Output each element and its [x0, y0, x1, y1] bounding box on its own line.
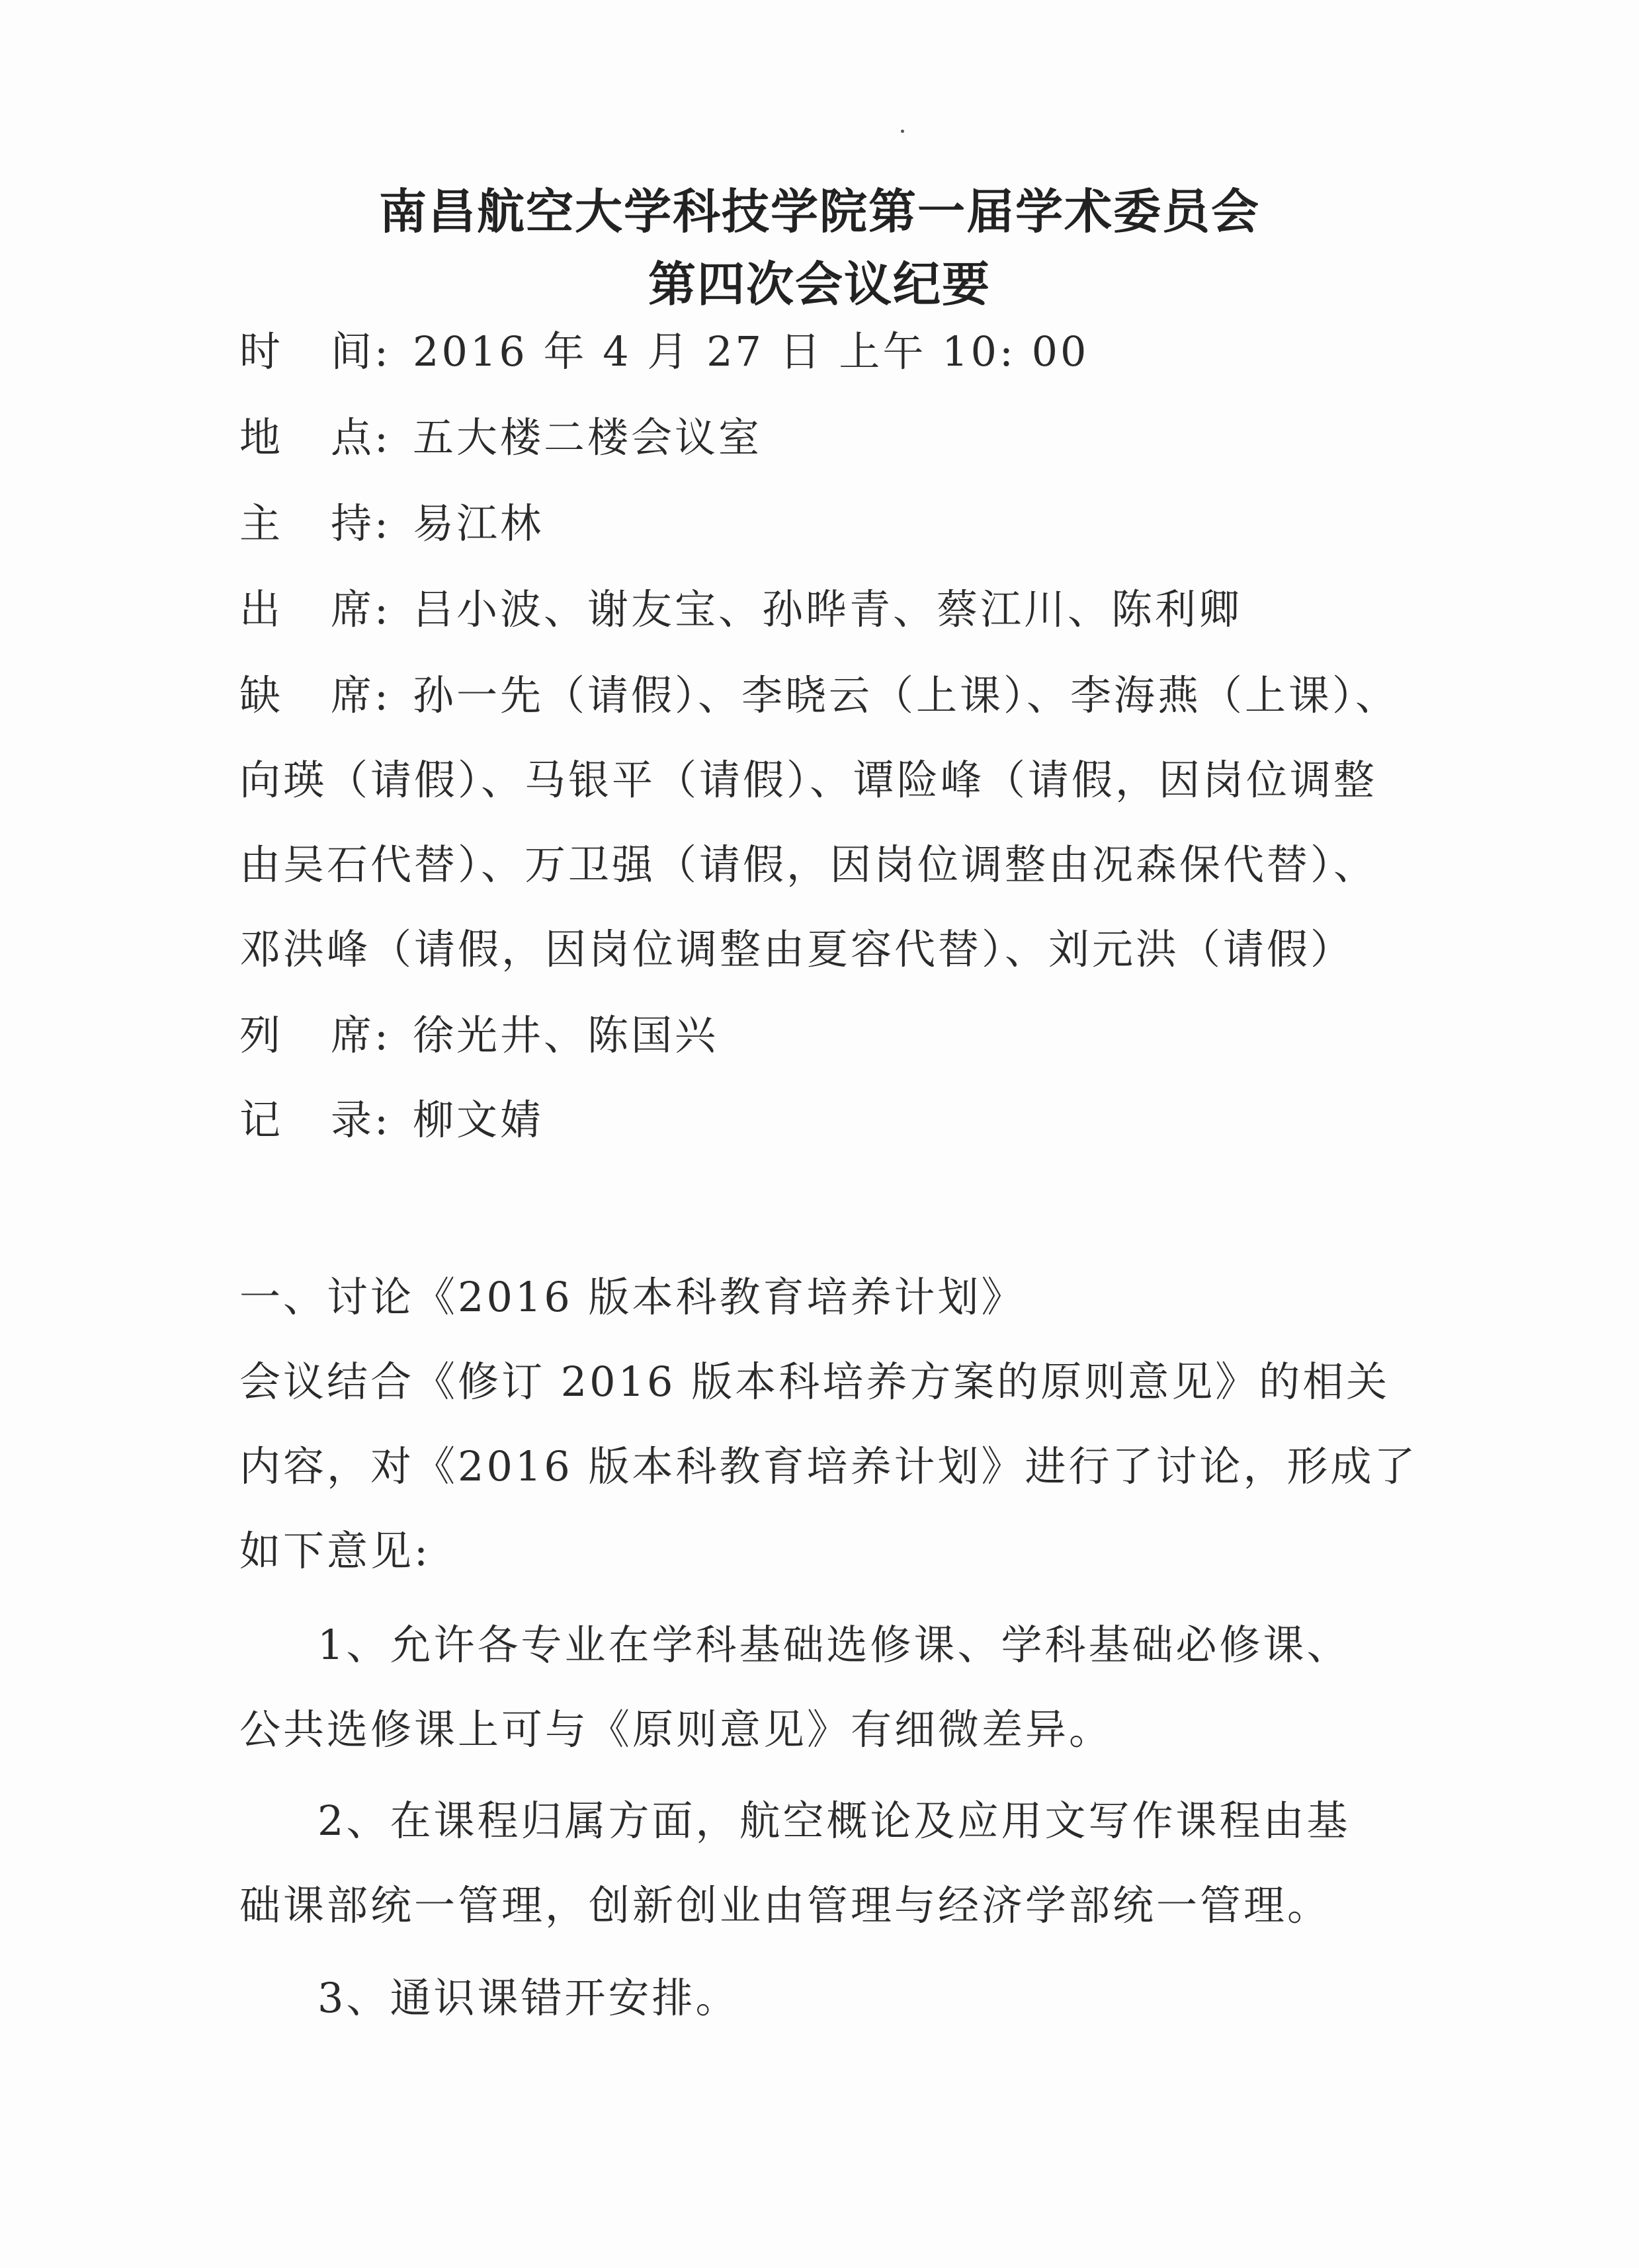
field-present	[239, 583, 1242, 636]
field-absent-line3: 由吴石代替）、万卫强（请假，因岗位调整由况森保代替）、	[239, 840, 1378, 889]
section1-intro-line1: 会议结合《修订 2016 版本科培养方案的原则意见》的相关	[239, 1357, 1390, 1406]
section1-item2-line2: 础课部统一管理，创新创业由管理与经济学部统一管理。	[239, 1881, 1331, 1929]
field-absent	[239, 669, 1399, 722]
field-time-label-b: 间:	[331, 327, 391, 376]
field-attending-label-b: 席:	[331, 1011, 391, 1059]
field-time	[239, 325, 1089, 378]
document-title-line2: 第四次会议纪要	[648, 257, 991, 312]
field-place-value: 五大楼二楼会议室	[413, 413, 763, 462]
field-attending-value: 徐光井、陈国兴	[413, 1011, 719, 1059]
field-time-label-a: 时	[239, 327, 284, 376]
field-host-value: 易江林	[413, 499, 544, 547]
field-present-value: 吕小波、谢友宝、孙晔青、蔡江川、陈利卿	[413, 585, 1243, 633]
field-recorder-value: 柳文婧	[413, 1096, 544, 1144]
field-absent-label-a: 缺	[239, 671, 284, 719]
scan-speck	[901, 130, 904, 133]
section1-item1-line2: 公共选修课上可与《原则意见》有细微差异。	[239, 1705, 1113, 1754]
section1-heading: 一、讨论《2016 版本科教育培养计划》	[239, 1273, 1025, 1321]
field-present-label-b: 席:	[331, 585, 391, 633]
field-recorder	[239, 1094, 544, 1147]
section1-item3-line1: 3、通识课错开安排。	[317, 1974, 739, 2022]
field-absent-line1: 孙一先（请假）、李晓云（上课）、李海燕（上课）、	[413, 671, 1400, 719]
field-place-label-a: 地	[239, 413, 284, 462]
section1-item1-line1: 1、允许各专业在学科基础选修课、学科基础必修课、	[317, 1621, 1351, 1669]
field-attending	[239, 1009, 718, 1062]
field-recorder-label-b: 录:	[331, 1096, 391, 1144]
section1-intro-line3: 如下意见:	[239, 1527, 431, 1575]
field-time-value: 2016 年 4 月 27 日 上午 10: 00	[413, 327, 1089, 376]
field-place	[239, 411, 762, 464]
document-title-line1: 南昌航空大学科技学院第一届学术委员会	[378, 184, 1260, 239]
field-host	[239, 497, 544, 550]
field-absent-line2: 向瑛（请假）、马银平（请假）、谭险峰（请假，因岗位调整	[239, 756, 1378, 804]
field-host-label-b: 持:	[331, 499, 391, 547]
field-attending-label-a: 列	[239, 1011, 284, 1059]
field-absent-line4: 邓洪峰（请假，因岗位调整由夏容代替）、刘元洪（请假）	[239, 925, 1355, 973]
field-place-label-b: 点:	[331, 413, 391, 462]
section1-intro-line2: 内容，对《2016 版本科教育培养计划》进行了讨论，形成了	[239, 1442, 1418, 1490]
field-host-label-a: 主	[239, 499, 284, 547]
field-recorder-label-a: 记	[239, 1096, 284, 1144]
field-present-label-a: 出	[239, 585, 284, 633]
section1-item2-line1: 2、在课程归属方面，航空概论及应用文写作课程由基	[317, 1797, 1351, 1845]
field-absent-label-b: 席:	[331, 671, 391, 719]
